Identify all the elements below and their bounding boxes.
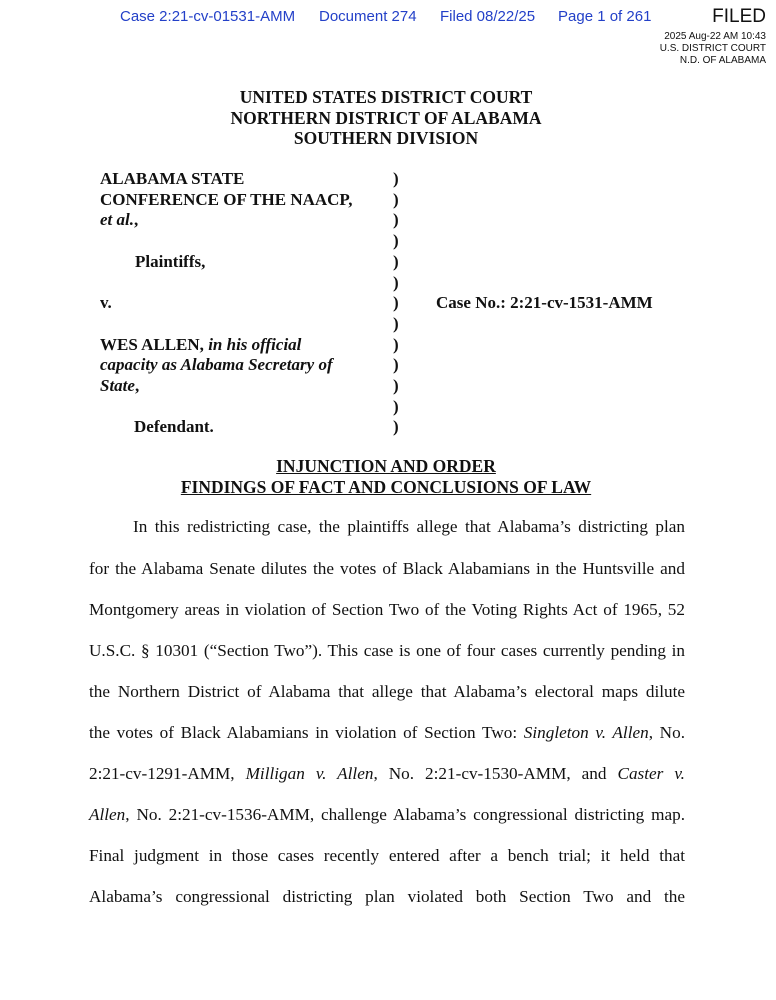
header-page-count: Page 1 of 261 [558,8,652,25]
defendant-name: WES ALLEN, [100,334,204,354]
case-citation-caster-allen: Allen [89,805,126,824]
paren: ) [393,293,399,313]
paren: ) [393,169,399,188]
header-document-number: Document 274 [319,8,417,25]
body-line-2: for the Alabama Senate dilutes the votes of Black Alabamians in the Huntsville and [89,559,685,578]
defendant-comma: , [134,376,140,395]
et-al-comma: , [134,210,139,230]
paren: ) [393,334,399,354]
paren: ) [393,417,399,437]
title-line2: FINDINGS OF FACT AND CONCLUSIONS OF LAW [180,476,592,497]
body-line-6 [89,723,685,743]
body-line-6-text: the votes of Black Alabamians in violation of Section Two: [89,723,524,742]
case-number: Case No.: 2:21-cv-1531-AMM [436,293,653,313]
body-line-7 [89,764,685,784]
filed-stamp-court: U.S. DISTRICT COURT [659,43,766,54]
title-line1: INJUNCTION AND ORDER [276,456,496,476]
paren: ) [393,272,399,292]
body-line-5: the Northern District of Alabama that allege that Alabama’s electoral maps dilute [89,682,685,701]
plaintiff-name-line1: ALABAMA STATE [100,169,245,188]
defendant-capacity-3 [100,376,139,397]
case-citation-caster: Caster v. [617,764,685,783]
court-name: UNITED STATES DISTRICT COURT [239,87,533,107]
paren: ) [393,376,399,396]
body-line-8 [89,805,685,825]
body-line-7-text: 2:21-cv-1291-AMM, [89,764,246,783]
defendant-state: State [100,376,135,395]
court-heading [0,87,772,149]
paren: ) [393,355,399,375]
header-filed-date: Filed 08/22/25 [440,8,536,25]
court-division: SOUTHERN DIVISION [293,128,479,148]
document-title [0,456,772,497]
defendant-label: Defendant. [134,417,214,437]
filed-stamp-label: FILED [712,6,766,27]
plaintiffs-label: Plaintiffs, [135,251,206,271]
paren: ) [393,189,399,209]
paren: ) [393,210,399,230]
paren: ) [393,231,399,251]
filed-stamp-district: N.D. OF ALABAMA [679,55,766,66]
body-line-4: U.S.C. § 10301 (“Section Two”). This case is one of four cases currently pending in [89,641,685,660]
body-line-8-text: , No. 2:21-cv-1536-AMM, challenge Alabama’s congressional districting map. [125,805,685,824]
case-citation-milligan: Milligan v. Allen [245,764,374,783]
case-citation-singleton: Singleton v. Allen [523,723,649,742]
body-line-7-mid: , No. 2:21-cv-1530-AMM, and [373,764,618,783]
filed-stamp-datetime: 2025 Aug-22 AM 10:43 [664,31,766,42]
paren: ) [393,251,399,271]
plaintiff-et-al [100,210,138,231]
court-district: NORTHERN DISTRICT OF ALABAMA [230,107,542,128]
defendant-capacity-2: capacity as Alabama Secretary of [100,355,333,375]
et-al-text: et al. [100,210,134,230]
body-line-3: Montgomery areas in violation of Section Two of the Voting Rights Act of 1965, 52 [89,600,685,619]
defendant-capacity-1: in his official [203,334,302,354]
defendant-name-line1 [100,335,301,356]
versus-label: v. [100,293,112,313]
body-line-9: Final judgment in those cases recently entered after a bench trial; it held that [89,846,685,865]
paren: ) [393,396,399,416]
body-line-1: In this redistricting case, the plaintiffs allege that Alabama’s districting plan [133,517,685,536]
paren: ) [393,313,399,333]
header-case-number: Case 2:21-cv-01531-AMM [120,8,296,25]
body-line-10: Alabama’s congressional districting plan violated both Section Two and the [89,887,685,906]
body-line-6-end: , No. [648,723,685,742]
plaintiff-name-line2: CONFERENCE OF THE NAACP, [100,189,353,209]
caption-parentheses [393,169,399,438]
